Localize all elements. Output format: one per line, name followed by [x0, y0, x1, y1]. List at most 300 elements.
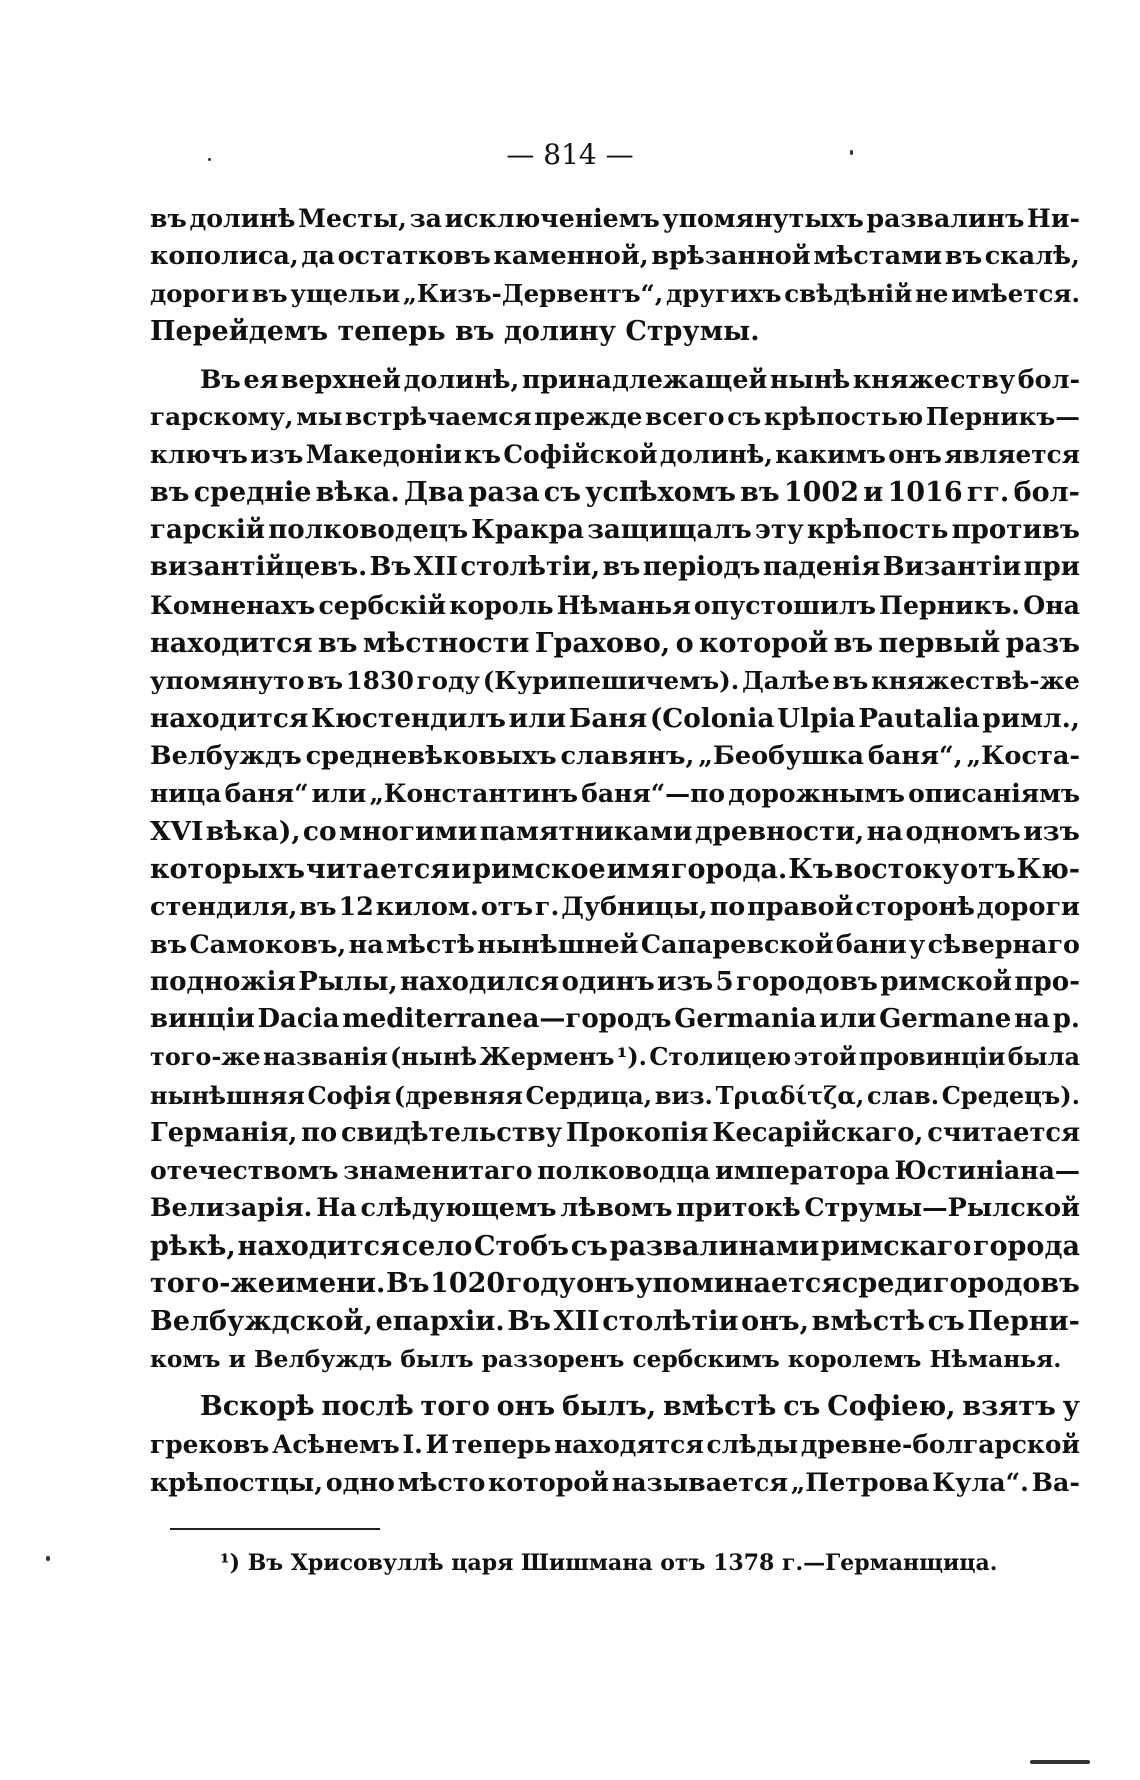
word: И	[425, 1430, 450, 1459]
text-line: Перейдемъ теперь въ долину Струмы.	[150, 316, 760, 348]
word: килом.	[375, 891, 479, 922]
word: за	[409, 203, 442, 233]
word: баня“,	[867, 740, 963, 771]
word: Germania	[674, 1004, 817, 1035]
word: Сердица,	[525, 1080, 653, 1110]
paragraph	[150, 1388, 1080, 1501]
word: другихъ	[665, 279, 782, 309]
word: съ	[927, 1305, 965, 1337]
word: король	[449, 589, 554, 620]
word: въ	[299, 891, 337, 922]
word: мѣстности	[362, 627, 530, 659]
word: въ	[832, 666, 869, 696]
word: въ	[307, 666, 344, 696]
word: римл.,	[982, 702, 1080, 734]
word: находился	[399, 966, 560, 997]
text-line	[150, 436, 1080, 474]
word: свидѣтельству	[340, 1117, 563, 1148]
word: 5	[715, 966, 734, 997]
word: княжеству	[852, 363, 1016, 394]
word: Въ	[385, 1268, 430, 1300]
word: съ	[570, 1230, 608, 1262]
paragraph	[150, 361, 1080, 1379]
word: изъ	[657, 966, 714, 997]
word: Въ	[507, 1305, 551, 1337]
word: ¹).	[616, 1043, 647, 1072]
word: славянъ,	[560, 740, 695, 771]
word: бани	[835, 929, 907, 960]
word: виз.	[654, 1080, 713, 1110]
word: Баня	[568, 702, 648, 734]
word: вѣка.	[315, 476, 400, 508]
text-line	[150, 964, 1080, 1002]
word: изъ	[250, 440, 304, 470]
word: римское	[472, 853, 606, 885]
word: Асѣнемъ	[272, 1430, 400, 1459]
word: ея	[243, 363, 279, 394]
word: слѣдующемъ	[360, 1192, 557, 1223]
text-line	[150, 625, 1080, 663]
word: имѣется.	[951, 279, 1080, 309]
text-line	[150, 1001, 1080, 1039]
word: съ	[543, 476, 581, 508]
word: mediterranea—городъ	[342, 1004, 672, 1035]
word: Τριαδίτζα,	[715, 1080, 865, 1110]
word: Софіею,	[827, 1391, 956, 1423]
word: отъ	[480, 891, 533, 922]
text-line	[150, 200, 1080, 238]
word: города	[973, 1230, 1080, 1262]
word: средневѣковыхъ	[305, 740, 557, 771]
scan-speck	[208, 158, 211, 161]
word: и	[863, 476, 884, 508]
word: скалѣ,	[984, 240, 1080, 271]
word: Македоніи	[305, 440, 462, 470]
word: развалинами	[609, 1230, 820, 1262]
word: Ulpia	[777, 702, 856, 734]
scan-speck	[1030, 1760, 1090, 1764]
word: каменной,	[493, 240, 649, 271]
word: Перникъ.	[879, 589, 1021, 620]
word: году	[505, 1268, 576, 1300]
word: долинѣ,	[659, 440, 773, 470]
word: долинѣ	[189, 203, 296, 233]
word: ница	[150, 779, 222, 809]
word: взятъ	[962, 1391, 1056, 1423]
word: у	[909, 929, 926, 960]
word: и	[451, 853, 472, 885]
word: епархіи.	[375, 1305, 505, 1337]
word: защищалъ	[587, 514, 752, 545]
word: Перникъ—	[925, 402, 1080, 432]
word: эту	[754, 514, 804, 545]
word: знаменитаго	[343, 1155, 533, 1186]
word: году	[416, 666, 480, 696]
word: „Беобушка	[698, 740, 864, 771]
word: Велбуждъ	[150, 740, 302, 771]
word: одно	[325, 1466, 395, 1497]
word: Въ	[200, 363, 241, 394]
word: всего	[645, 402, 725, 432]
word: этой	[793, 1043, 857, 1072]
word: 1020	[430, 1268, 506, 1300]
word: имя	[606, 853, 671, 885]
word: упомянутыхъ	[662, 203, 864, 233]
word: періодъ	[642, 552, 761, 583]
word: Германія,	[150, 1117, 298, 1148]
word: среди	[841, 1268, 933, 1300]
word: прежде	[534, 402, 643, 432]
word: 12	[338, 891, 374, 922]
word: На	[316, 1192, 357, 1223]
word: столѣтіи	[602, 1305, 739, 1337]
word: остатковъ	[337, 240, 491, 271]
word: Софія	[307, 1080, 392, 1110]
text-line	[150, 1190, 1080, 1228]
word: которой	[488, 1466, 610, 1497]
word: баня“	[224, 779, 309, 809]
word: у	[1062, 1391, 1080, 1423]
word: многими	[339, 816, 478, 847]
word: Велизарія.	[150, 1192, 313, 1223]
paragraph-gap	[150, 1378, 1080, 1388]
footnote: ¹) Въ Хрисовуллѣ царя Шишмана отъ 1378 г.—Германщица.	[220, 1550, 998, 1576]
word: одномъ	[905, 816, 1021, 847]
text-line	[150, 1077, 1080, 1115]
word: Кю-	[1016, 853, 1080, 885]
word: разъ	[1005, 627, 1080, 659]
word: по	[301, 1117, 338, 1148]
word: съ	[727, 402, 762, 432]
word: о	[675, 627, 694, 659]
word: была	[1007, 1043, 1080, 1072]
text-line	[150, 775, 1080, 813]
word: (нынѣ	[389, 1043, 478, 1072]
word: теперь	[451, 1430, 552, 1459]
word: бол-	[1013, 476, 1080, 508]
word: Кракра	[471, 514, 585, 545]
word: римскаго	[820, 1230, 972, 1262]
text-line	[150, 738, 1080, 776]
word: читается	[305, 853, 451, 885]
word: XII	[553, 1305, 600, 1337]
word: на	[1014, 1004, 1050, 1035]
word: столѣтіи,	[460, 552, 601, 583]
word: городовъ	[932, 1268, 1080, 1300]
word: первый	[878, 627, 1001, 659]
word: Сапаревской	[640, 929, 834, 960]
word: полководецъ	[268, 514, 469, 545]
word: называется	[611, 1466, 788, 1497]
text-line	[150, 888, 1080, 926]
word: врѣзанной	[651, 240, 811, 271]
body-text	[150, 200, 1080, 1501]
word: Дубницы,	[561, 891, 708, 922]
word: 1016	[887, 476, 963, 508]
word: въ	[150, 476, 190, 508]
word: вмѣстѣ	[811, 1305, 925, 1337]
page-number: — 814 —	[506, 138, 634, 171]
word: описаніямъ	[908, 779, 1080, 809]
word: Столицею	[649, 1043, 792, 1072]
word: отечествомъ	[150, 1155, 339, 1186]
word: мѣсто	[397, 1466, 486, 1497]
word: которыхъ	[150, 853, 305, 885]
word: Къ	[788, 853, 834, 885]
word: сторонѣ	[855, 891, 975, 922]
word: долинѣ,	[403, 363, 520, 394]
word: провинціи	[858, 1043, 1006, 1072]
word: село	[401, 1230, 473, 1262]
word: Комненахъ	[150, 589, 316, 620]
word: дороги	[976, 891, 1080, 922]
text-line	[150, 1115, 1080, 1153]
word: Перни-	[967, 1305, 1080, 1337]
word: въ	[150, 929, 188, 960]
word: въ	[251, 279, 288, 309]
word: г.	[534, 891, 560, 922]
word: изъ	[1023, 816, 1080, 847]
word: Нѣманья	[556, 589, 691, 620]
word: (Курипешичемъ).	[482, 666, 740, 696]
word: да	[301, 240, 335, 271]
word: „Коста-	[966, 740, 1080, 771]
word: Кюстендилъ	[311, 702, 506, 734]
text-line	[150, 1152, 1080, 1190]
text-line	[150, 662, 1080, 700]
word: Кула“.	[932, 1466, 1029, 1497]
word: города.	[670, 853, 788, 885]
word: по	[709, 891, 746, 922]
footnote-divider	[170, 1528, 380, 1530]
word: Два	[403, 476, 465, 508]
text-line	[150, 700, 1080, 738]
word: рѣкѣ,	[150, 1230, 236, 1262]
word: принадлежащей	[521, 363, 768, 394]
word: Жерменъ	[479, 1043, 615, 1072]
word: находится	[150, 627, 313, 659]
word: востоку	[834, 853, 960, 885]
text-line	[150, 512, 1080, 550]
word: стендиля,	[150, 891, 298, 922]
word: подножія	[150, 966, 296, 997]
word: опустошилъ	[693, 589, 876, 620]
word: считается	[927, 1117, 1080, 1148]
word: древне-болгарской	[800, 1430, 1080, 1459]
word: Византіи	[882, 552, 1022, 583]
word: XVI	[150, 816, 204, 847]
word: полководца	[537, 1155, 711, 1186]
word: или	[311, 779, 367, 809]
word: находятся	[554, 1430, 704, 1459]
word: правой	[747, 891, 854, 922]
word: Она	[1023, 589, 1080, 620]
word: при	[1023, 552, 1080, 583]
text-line	[150, 1464, 1080, 1502]
word: сѣвернаго	[927, 929, 1080, 960]
word: Ва-	[1031, 1466, 1080, 1497]
word: ключъ	[150, 440, 248, 470]
word: въ	[944, 240, 983, 271]
word: которой	[699, 627, 829, 659]
word: дороги	[150, 279, 250, 309]
word: мы	[296, 402, 343, 432]
word: былъ,	[561, 1391, 657, 1423]
word: Pautalia	[858, 702, 980, 734]
word: свѣдѣній	[784, 279, 913, 309]
paragraph-gap	[150, 351, 1080, 361]
word: древности,	[694, 816, 865, 847]
word: бол-	[1017, 363, 1080, 394]
word: „Кизъ-Дервентъ“,	[402, 279, 664, 309]
word: Велбуждской,	[150, 1305, 373, 1337]
word: онъ	[496, 1391, 556, 1423]
text-line	[150, 549, 1080, 587]
word: онъ,	[741, 1305, 809, 1337]
word: того-же	[150, 1268, 275, 1300]
word: развалинъ	[866, 203, 1025, 233]
word: „Петрова	[790, 1466, 930, 1497]
word: Струмы—Рылской	[804, 1192, 1080, 1223]
word: паденія	[762, 552, 881, 583]
word: городовъ	[736, 966, 878, 997]
word: какимъ	[775, 440, 886, 470]
word: крѣпостцы,	[150, 1466, 324, 1497]
text-line	[150, 361, 1080, 399]
word: гарскій	[150, 514, 266, 545]
word: императора	[715, 1155, 890, 1186]
word: названія	[262, 1043, 388, 1072]
word: византійцевъ.	[150, 552, 368, 583]
word: 1002	[783, 476, 859, 508]
word: мѣстѣ	[386, 929, 475, 960]
word: Рылы,	[298, 966, 398, 997]
word: крѣпостью	[763, 402, 924, 432]
word: встрѣчаемся	[345, 402, 532, 432]
word: онъ	[888, 440, 942, 470]
word: противъ	[951, 514, 1080, 545]
word: гг.	[966, 476, 1010, 508]
word: Средецъ).	[941, 1080, 1080, 1110]
text-line	[150, 851, 1080, 889]
word: „Константинъ	[369, 779, 579, 809]
word: Прокопія	[565, 1117, 709, 1148]
word: Ни-	[1027, 203, 1080, 233]
word: притокѣ	[676, 1192, 801, 1223]
word: въ	[833, 627, 874, 659]
word: слав.	[866, 1080, 940, 1110]
word: сербскій	[318, 589, 447, 620]
word: въ	[740, 476, 780, 508]
word: одинъ	[561, 966, 655, 997]
text-line	[150, 1039, 1080, 1077]
word: дорожнымъ	[728, 779, 905, 809]
word: въ	[150, 203, 187, 233]
word: (Colonia	[649, 702, 775, 734]
word: имени.	[275, 1268, 386, 1300]
word: успѣхомъ	[585, 476, 736, 508]
word: на	[866, 816, 904, 847]
word: находится	[237, 1230, 400, 1262]
text-line	[150, 813, 1080, 851]
word: крѣпость	[806, 514, 949, 545]
word: Dacia	[257, 1004, 340, 1035]
word: онъ	[576, 1268, 635, 1300]
text-line	[150, 1228, 1080, 1266]
word: I.	[402, 1430, 423, 1459]
word: слѣды	[706, 1430, 799, 1459]
word: не	[914, 279, 949, 309]
word: является	[944, 440, 1080, 470]
text-line	[150, 238, 1080, 276]
word: послѣ	[321, 1391, 414, 1423]
word: баня“—по	[581, 779, 726, 809]
word: со	[302, 816, 337, 847]
word: раза	[468, 476, 540, 508]
word: съ	[783, 1391, 821, 1423]
word: находится	[150, 702, 309, 734]
word: Грахово,	[534, 627, 671, 659]
word: ущельи	[290, 279, 401, 309]
text-line	[150, 587, 1080, 625]
word: Кесарійскаго,	[712, 1117, 924, 1148]
word: Юстиніана—	[894, 1155, 1080, 1186]
word: или	[819, 1004, 877, 1035]
text-line	[150, 398, 1080, 436]
scan-speck	[46, 1556, 50, 1561]
word: къ	[464, 440, 501, 470]
word: того	[420, 1391, 490, 1423]
word: въ	[317, 627, 358, 659]
text-line	[150, 474, 1080, 512]
word: упоминается	[635, 1268, 842, 1300]
word: Вскорѣ	[200, 1391, 315, 1423]
word: римской	[880, 966, 1012, 997]
word: р.	[1052, 1004, 1080, 1035]
text-line	[150, 275, 1080, 313]
word: Въ	[369, 552, 412, 583]
word: или	[508, 702, 567, 734]
word: памятниками	[479, 816, 693, 847]
text-line	[150, 1265, 1080, 1303]
word: XII	[413, 552, 458, 583]
word: грековъ	[150, 1430, 270, 1459]
word: Далѣе	[742, 666, 830, 696]
word: Стобъ	[474, 1230, 569, 1262]
word: княжествѣ-же	[871, 666, 1080, 696]
word: верхней	[280, 363, 402, 394]
word: вмѣстѣ	[663, 1391, 777, 1423]
word: 1830	[345, 666, 414, 696]
word: упомянуто	[150, 666, 305, 696]
word: вѣка),	[205, 816, 301, 847]
word: Самоковъ,	[189, 929, 347, 960]
text-line: комъ и Велбуждъ былъ раззоренъ сербскимъ королемъ Нѣманья.	[150, 1345, 1062, 1373]
word: Месты,	[298, 203, 407, 233]
word: кополиса,	[150, 240, 299, 271]
word: нынѣшняя	[150, 1080, 305, 1110]
word: гарскому,	[150, 402, 294, 432]
word: Софійской	[503, 440, 658, 470]
word: винціи	[150, 1004, 255, 1035]
word: нынѣ	[769, 363, 851, 394]
word: того-же	[150, 1043, 261, 1072]
word: Germane	[879, 1004, 1012, 1035]
paragraph	[150, 200, 1080, 351]
text-line	[150, 1388, 1080, 1426]
scan-speck	[850, 150, 853, 155]
text-line	[150, 926, 1080, 964]
